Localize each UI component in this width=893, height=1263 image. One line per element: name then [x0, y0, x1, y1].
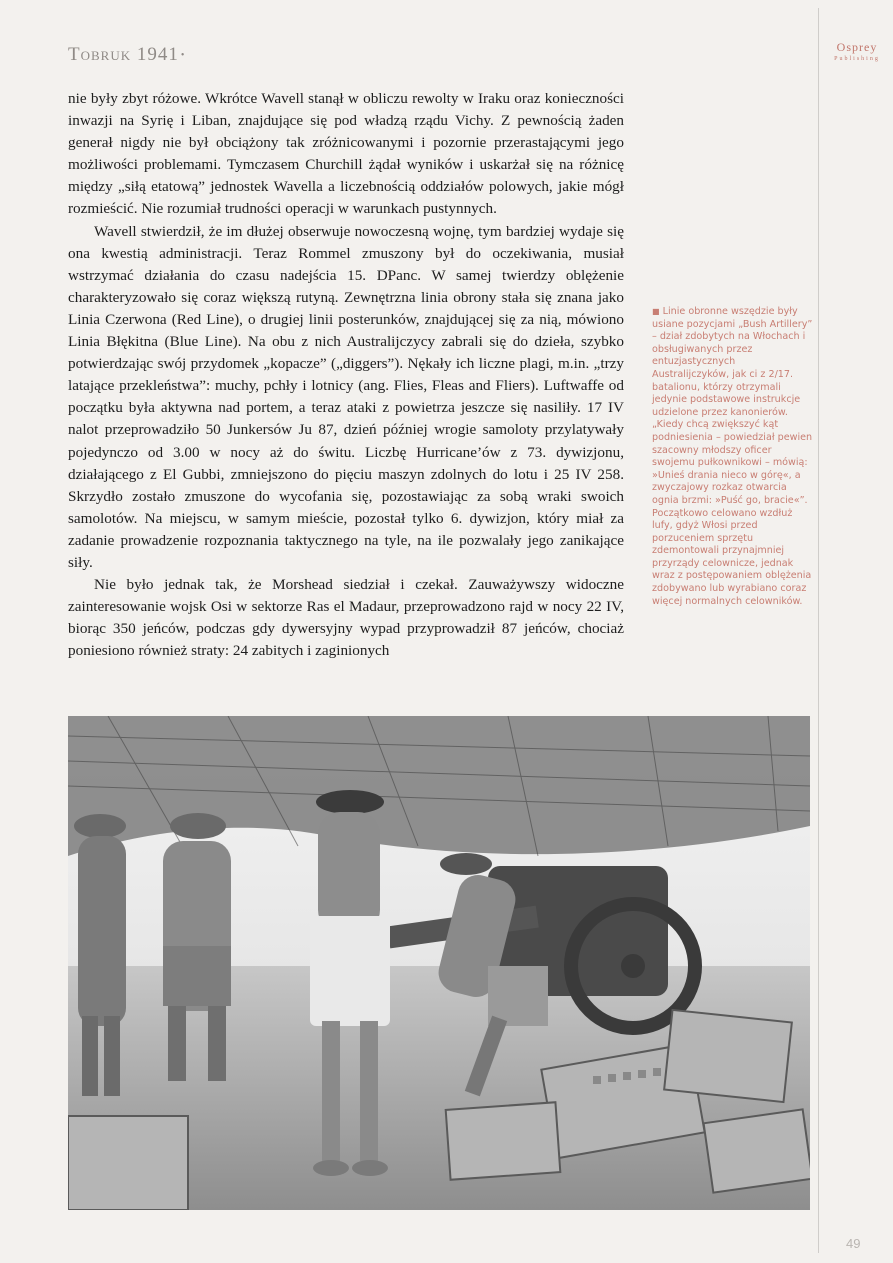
main-body-text [68, 88, 624, 662]
page-number: 49 [846, 1236, 861, 1251]
caption-text: Linie obronne wszędzie były usiane pozycjami „Bush Artillery” – dział zdobytych na Włochach i obsługiwanych przez entuzjastycznych Australijczyków, jak ci z 2/17. batalionu, którzy otrzymali jedynie podstawowe instrukcje udzielone przez kanonierów. „Kiedy chcą zwiększyć kąt podniesienia – powiedział pewien szacowny młodszy oficer swojemu pułkownikowi – mówią: »Unieś drania nieco w górę«, a zwyczajowy rozkaz otwarcia ognia brzmi: »Puść go, bracie«”. Początkowo celowano wzdłuż lufy, gdyż Włosi przed porzuceniem sprzętu zdemontowali przynajmniej przyrządy celownicze, jednak wraz z postępowaniem oblężenia zdobywano lub wyrabiano coraz więcej normalnych celowników. [652, 306, 813, 607]
photo-illustration [68, 716, 810, 1210]
running-title: Tobruk 1941 [68, 44, 179, 65]
header-bullet-icon: • [180, 50, 186, 62]
publisher-logo [824, 40, 890, 62]
caption-marker-icon: ■ [652, 307, 660, 316]
page-margin-rule [818, 8, 819, 1253]
body-paragraph: Nie było jednak tak, że Morshead siedział i czekał. Zauważywszy widoczne zainteresowanie wojsk Osi w sektorze Ras el Madaur, przeprowadzono rajd w nocy 22 IV, biorąc 350 jeńców, podczas gdy dywersyjny wypad przyprowadził 87 jeńców, chociaż poniesiono również straty: 24 zabitych i zaginionych [68, 576, 624, 660]
body-paragraph: nie były zbyt różowe. Wkrótce Wavell stanął w obliczu rewolty w Iraku oraz konieczności inwazji na Syrię i Liban, znajdujące się pod władzą rządu Vichy. Z pewnością żaden generał nigdy nie był obciążony tak zróżnicowanymi i pozornie przerastającymi jego możliwości problemami. Tymczasem Churchill żądał wyników i uskarżał się na różnicę między „siłą etatową” jednostek Wavella a liczebnością oddziałów polowych, jakie mógł rozmieścić. Nie rozumiał trudności operacji w warunkach pustynnych. [68, 90, 624, 218]
brand-name: Osprey [836, 40, 878, 54]
brand-sub: Publishing [834, 56, 880, 62]
body-paragraph: Wavell stwierdził, że im dłużej obserwuje nowoczesną wojnę, tym bardziej wydaje się ona kwestią administracji. Teraz Rommel zmuszony był do oczekiwania, musiał wstrzymać działania do czasu nadejścia 15. DPanc. W samej twierdzy oblężenie charakteryzowało się coraz większą rutyną. Zewnętrzna linia obrony stała się znana jako Linia Czerwona (Red Line), o drugiej linii posterunków, znajdującej się za nią, mówiono Linia Błękitna (Blue Line). Na obu z nich Australijczycy zabrali się do dzieła, szybko potwierdzając swój przydomek „kopacze” („diggers”). Nękały ich liczne plagi, m.in. „trzy latające przekleństwa”: muchy, pchły i lotnicy (ang. Flies, Fleas and Fliers). Luftwaffe od początku była aktywna nad portem, a teraz ataki z powietrza jeszcze się nasiliły. 17 IV nalot przeprowadziło 50 Junkersów Ju 87, dzień później wrogie samoloty przylatywały pojedynczo od 3.00 w nocy aż do świtu. Liczbę Hurricane’ów z 73. dywizjonu, działającego z El Gubbi, zmniejszono do pięciu maszyn zdolnych do lotu i 25 IV 258. Skrzydło zostało zmuszone do wycofania się, pozostawiając za sobą wraki swoich samolotów. Na miejscu, w samym mieście, pozostał tylko 6. dywizjon, który miał za zadanie prowadzenie rozpoznania taktycznego na tyle, na ile pozwalały jego zanikające siły. [68, 222, 624, 571]
soldiers-photo [68, 716, 810, 1210]
sidebar-caption [652, 306, 814, 608]
running-header [68, 44, 185, 66]
